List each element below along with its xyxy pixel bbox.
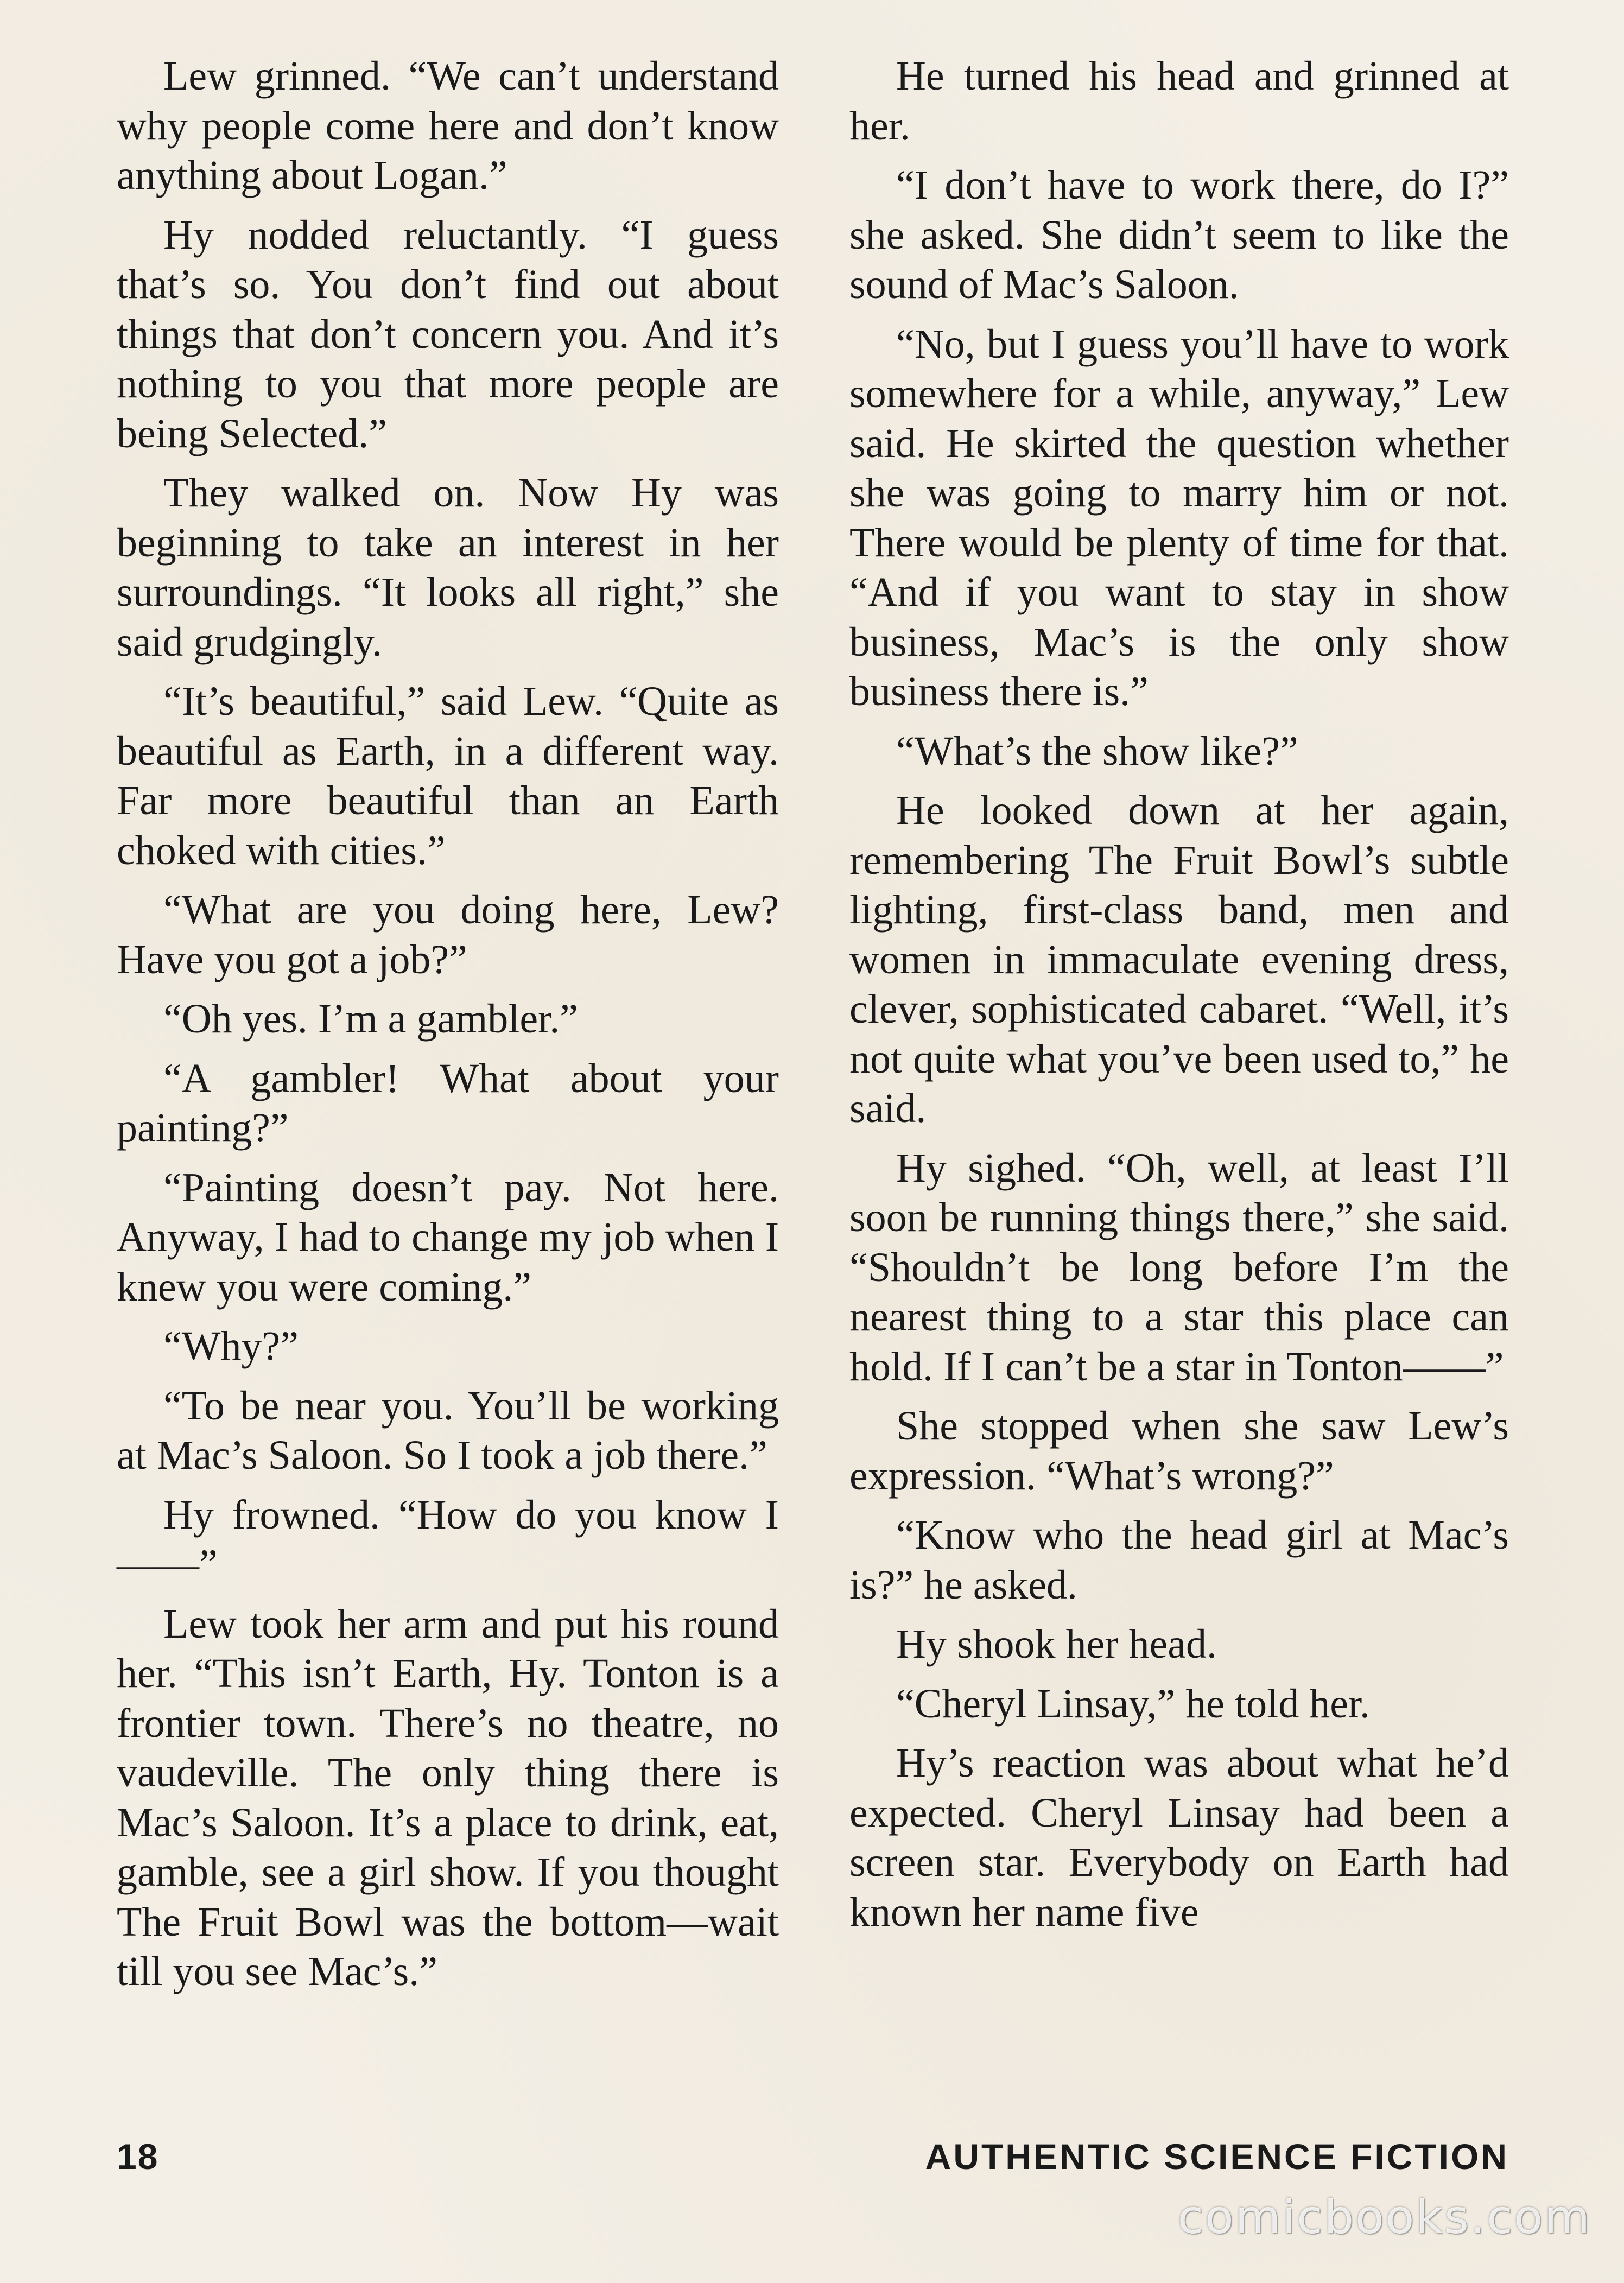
running-title: AUTHENTIC SCIENCE FICTION <box>925 2136 1509 2177</box>
page-number: 18 <box>117 2136 159 2177</box>
paragraph: “Oh yes. I’m a gambler.” <box>163 996 578 1042</box>
paragraph: “What’s the show like?” <box>896 728 1298 774</box>
paragraph: “Cheryl Linsay,” he told her. <box>896 1680 1371 1727</box>
right-text-column <box>849 52 1509 1947</box>
paragraph: “What are you doing here, Lew? Have you got a job?” <box>117 887 779 982</box>
paragraph: “A gambler! What about your painting?” <box>117 1055 779 1151</box>
paragraph: Hy sighed. “Oh, well, at least I’ll soon be running things there,” she said. “Shouldn’t be long before I’m the nearest thing to a star this place can hold. If I can’t be a star in Tonton——” <box>849 1145 1509 1390</box>
paragraph: “Why?” <box>163 1323 299 1369</box>
paragraph: “It’s beautiful,” said Lew. “Quite as beautiful as Earth, in a different way. Far more beautiful than an Earth choked with cities.” <box>117 678 779 873</box>
paragraph: Lew grinned. “We can’t understand why people come here and don’t know anything about Logan.” <box>117 53 779 198</box>
paragraph: Hy frowned. “How do you know I——” <box>117 1492 779 1587</box>
paragraph: “Painting doesn’t pay. Not here. Anyway, I had to change my job when I knew you were coming.” <box>117 1164 779 1310</box>
page-footer <box>117 2136 1509 2185</box>
paragraph: Lew took her arm and put his round her. “This isn’t Earth, Hy. Tonton is a frontier town. There’s no theatre, no vaudeville. The only thing there is Mac’s Saloon. It’s a place to drink, eat, gamble, see a girl show. If you thought The Fruit Bowl was the bottom—wait till you see Mac’s.” <box>117 1601 779 1994</box>
paragraph: He looked down at her again, remembering The Fruit Bowl’s subtle lighting, first-class band, men and women in immaculate evening dress, clever, sophisticated cabaret. “Well, it’s not quite what you’ve been used to,” he said. <box>849 788 1509 1131</box>
paragraph: Hy’s reaction was about what he’d expected. Cheryl Linsay had been a screen star. Everybody on Earth had known her name five <box>849 1740 1509 1935</box>
paragraph: “No, but I guess you’ll have to work somewhere for a while, anyway,” Lew said. He skirted the question whether she was going to marry him or not. There would be plenty of time for that. “And if you want to stay in show business, Mac’s is the only show business there is.” <box>849 321 1509 714</box>
paragraph: “Know who the head girl at Mac’s is?” he asked. <box>849 1512 1509 1608</box>
paragraph: Hy nodded reluctantly. “I guess that’s so. You don’t find out about things that don’t concern you. And it’s nothing to you that more people are being Selected.” <box>117 212 779 456</box>
paragraph: He turned his head and grinned at her. <box>849 53 1509 149</box>
watermark: comicbooks.com <box>1177 2190 1591 2244</box>
paragraph: “To be near you. You’ll be working at Mac’s Saloon. So I took a job there.” <box>117 1383 779 1478</box>
paragraph: She stopped when she saw Lew’s expression. “What’s wrong?” <box>849 1403 1509 1499</box>
left-text-column <box>117 52 779 2007</box>
paragraph: Hy shook her head. <box>896 1621 1217 1667</box>
paragraph: “I don’t have to work there, do I?” she asked. She didn’t seem to like the sound of Mac’s Saloon. <box>849 162 1509 307</box>
paragraph: They walked on. Now Hy was beginning to take an interest in her surroundings. “It looks all right,” she said grudgingly. <box>117 470 779 665</box>
